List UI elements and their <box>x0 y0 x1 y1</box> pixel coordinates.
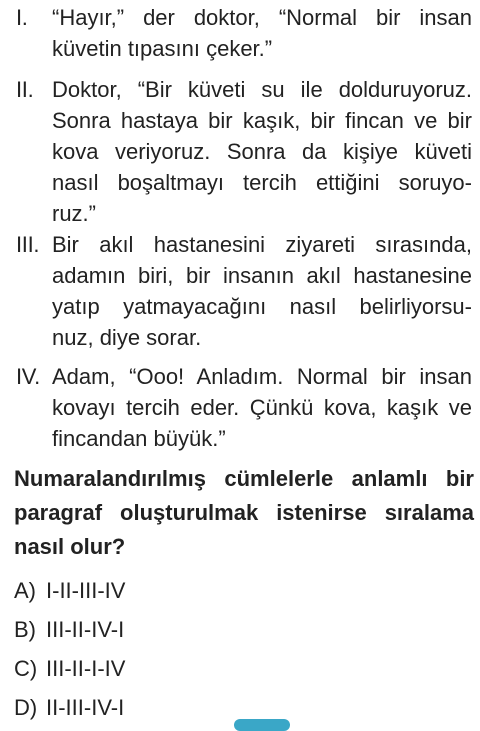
option-letter: A) <box>14 578 36 603</box>
statement-line: Doktor, “Bir küveti su ile dolduruyoruz. <box>52 77 472 102</box>
statement-line: adamın biri, bir insanın akıl hastanesine <box>52 263 472 288</box>
statement-line: Adam, “Ooo! Anladım. Normal bir insan <box>52 364 472 389</box>
statement-line: yatıp yatmayacağını nasıl belirliyorsu- <box>52 294 472 319</box>
statement-line: fincandan büyük.” <box>52 426 226 451</box>
option-c[interactable] <box>14 652 125 686</box>
statement-line: kovayı tercih eder. Çünkü kova, kaşık ve <box>52 395 472 420</box>
statement-line: küvetin tıpasını çeker.” <box>52 36 273 61</box>
option-b[interactable] <box>14 613 124 647</box>
option-text: I-II-III-IV <box>46 578 126 603</box>
option-text: III-II-IV-I <box>46 617 125 642</box>
question-line: Numaralandırılmış cümlelerle anlamlı bir <box>14 466 474 491</box>
statement-line: ruz.” <box>52 201 96 226</box>
option-text: III-II-I-IV <box>46 656 126 681</box>
statement-numeral: IV. <box>16 364 40 389</box>
question-line: paragraf oluşturulmak istenirse sıralama <box>14 500 474 525</box>
decorative-tab <box>234 719 290 731</box>
option-letter: C) <box>14 656 38 681</box>
statement-line: kova veriyoruz. Sonra da kişiye küveti <box>52 139 472 164</box>
statement-numeral: I. <box>16 5 28 30</box>
option-a[interactable] <box>14 574 125 608</box>
option-letter: D) <box>14 695 38 720</box>
statement-numeral: II. <box>16 77 34 102</box>
statement-numeral: III. <box>16 232 40 257</box>
question-line: nasıl olur? <box>14 534 126 559</box>
option-text: II-III-IV-I <box>46 695 125 720</box>
statement-line: Bir akıl hastanesini ziyareti sırasında, <box>52 232 472 257</box>
statement-line: Sonra hastaya bir kaşık, bir fincan ve bir <box>52 108 472 133</box>
option-letter: B) <box>14 617 36 642</box>
statement-line: nuz, diye sorar. <box>52 325 202 350</box>
statement-line: nasıl boşaltmayı tercih ettiğini soruyo- <box>52 170 472 195</box>
statement-line: “Hayır,” der doktor, “Normal bir insan <box>52 5 472 30</box>
option-d[interactable] <box>14 691 124 725</box>
